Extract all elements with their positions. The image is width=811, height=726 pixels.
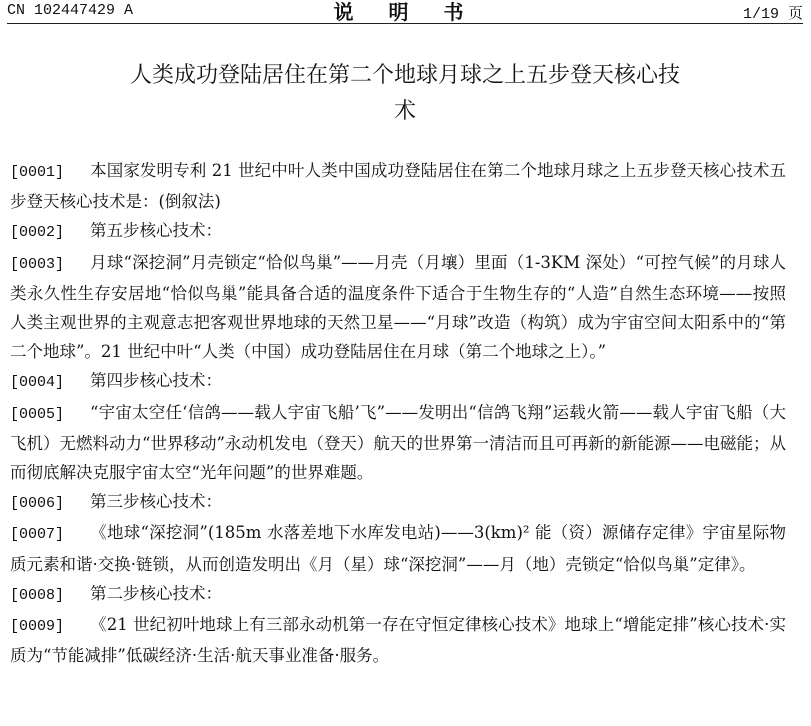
paragraph-0008	[10, 579, 786, 610]
page-header	[0, 0, 811, 24]
paragraph-text: 第二步核心技术：	[90, 583, 222, 603]
paragraph-0005	[10, 398, 786, 488]
paragraph-number: [0006]	[10, 495, 65, 513]
paragraph-text: 本国家发明专利 21 世纪中叶人类中国成功登陆居住在第二个地球月球之上五步登天核心技术五步登天核心技术是：(倒叙法)	[10, 161, 786, 212]
paragraph-text: 第四步核心技术：	[90, 371, 222, 391]
title-line-1: 人类成功登陆居住在第二个地球月球之上五步登天核心技	[129, 63, 680, 88]
paragraph-text: 月球“深挖洞”月壳锁定“恰似鸟巢”——月壳（月壤）里面（1-3KM 深处）“可控气候”的月球人类永久性生存安居地“恰似鸟巢”能具备合适的温度条件下适合于生物生存的“人造”自然生态环境——按照人类主观世界的主观意志把客观世界地球的天然卫星——“月球”改造（构筑）成为宇宙空间太阳系中的“第二个地球”。21 世纪中叶“人类（中国）成功登陆居住在月球（第二个地球之上）。”	[10, 252, 786, 362]
paragraph-text: “宇宙太空任‘信鸽——载人宇宙飞船’飞”——发明出“信鸽飞翔”运载火箭——载人宇宙飞船（大飞机）无燃料动力“世界移动”永动机发电（登天）航天的世界第一清洁而且可再新的新能源——电磁能；从而彻底解决克服宇宙太空“光年问题”的世界难题。	[10, 402, 786, 483]
paragraph-number: [0009]	[10, 618, 65, 636]
paragraph-number: [0002]	[10, 224, 65, 242]
header-rule	[7, 23, 803, 24]
paragraph-number: [0005]	[10, 405, 65, 423]
paragraph-0006	[10, 487, 786, 518]
paragraph-number: [0008]	[10, 586, 65, 604]
paragraph-number: [0001]	[10, 164, 65, 181]
paragraph-0004	[10, 366, 786, 397]
page-number: 1/19 页	[742, 6, 803, 23]
paragraph-text: 《21 世纪初叶地球上有三部永动机第一存在守恒定律核心技术》地球上“增能定排”核心技术·实质为“节能减排”低碳经济·生活·航天事业准备·服务。	[10, 615, 786, 666]
paragraph-number: [0004]	[10, 374, 65, 392]
document-title	[95, 58, 715, 130]
publication-number: CN 102447429 A	[7, 2, 134, 19]
paragraph-0003	[10, 248, 786, 367]
paragraph-text: 第五步核心技术：	[90, 221, 222, 241]
title-line-2: 术	[393, 99, 416, 124]
paragraph-text: 《地球“深挖洞”(185m 水落差地下水库发电站)——3(km)² 能（资）源储存定律》宇宙星际物质元素和谐·交换·链锁，从而创造发明出《月（星）球“深挖洞”——月（地）壳锁定“恰似鸟巢”定律》。	[10, 523, 786, 574]
paragraph-0001	[10, 156, 786, 216]
document-type: 说 明 书	[333, 0, 478, 24]
paragraph-0002	[10, 216, 786, 247]
paragraph-text: 第三步核心技术：	[90, 492, 222, 512]
paragraph-number: [0003]	[10, 255, 65, 273]
paragraph-0009	[10, 610, 786, 670]
description-body	[10, 156, 786, 670]
paragraph-number: [0007]	[10, 526, 65, 544]
paragraph-0007	[10, 518, 786, 578]
